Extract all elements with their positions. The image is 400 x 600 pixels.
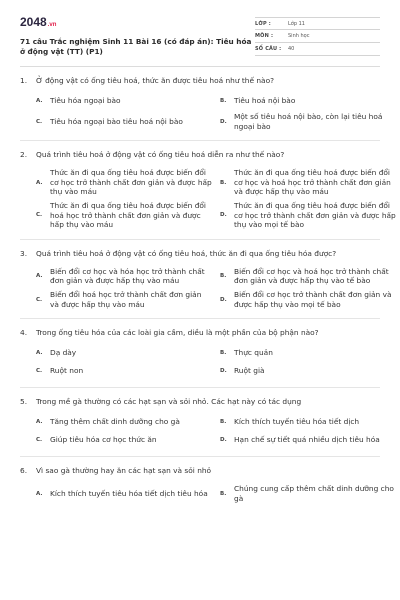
answer-option[interactable] bbox=[36, 265, 212, 288]
answer-letter: A. bbox=[36, 419, 43, 426]
meta-label: LỚP : bbox=[255, 20, 271, 27]
answer-letter: B. bbox=[220, 350, 227, 357]
answer-option[interactable] bbox=[36, 199, 212, 232]
answer-option[interactable] bbox=[36, 362, 212, 380]
question-list bbox=[20, 67, 396, 512]
answer-text: Giúp tiêu hóa cơ học thức ăn bbox=[50, 435, 157, 445]
question-text-row bbox=[20, 328, 380, 338]
meta-value: Lớp 11 bbox=[288, 20, 305, 27]
answer-option[interactable] bbox=[220, 265, 400, 288]
answer-text: Tiêu hoá nội bào bbox=[234, 96, 296, 106]
question-item bbox=[20, 67, 383, 140]
meta-row-count bbox=[255, 43, 380, 56]
question-text: Ở động vật có ống tiêu hoá, thức ăn được tiêu hoá như thế nào? bbox=[36, 76, 275, 85]
answer-text: Thức ăn đi qua ống tiêu hoá được biến đổi cơ học và hoá học trở thành chất đơn giản và được hấp thụ vào máu bbox=[234, 168, 391, 197]
meta-row-subject bbox=[255, 30, 380, 43]
answer-option[interactable] bbox=[220, 199, 400, 232]
question-text-row bbox=[20, 249, 380, 259]
answer-text: Ruột già bbox=[234, 366, 265, 376]
meta-row-class bbox=[255, 17, 380, 30]
page-title: 71 câu Trắc nghiệm Sinh 11 Bài 16 (có đáp án): Tiêu hóa ở động vật (TT) (P1) bbox=[20, 37, 252, 56]
logo-suffix: .vn bbox=[47, 22, 57, 28]
answer-text: Hạn chế sự tiết quá nhiều dịch tiêu hóa bbox=[234, 435, 380, 445]
answer-text: Biến đổi cơ học trở thành chất đơn giản và được hấp thụ vào mọi tế bào bbox=[234, 289, 392, 309]
answer-letter: A. bbox=[36, 273, 43, 280]
answer-options bbox=[20, 338, 380, 387]
answer-text: Biến đổi cơ học và hóa học trở thành chất đơn giản và được hấp thụ vào máu bbox=[50, 266, 205, 286]
meta-value: 40 bbox=[288, 46, 295, 52]
question-number: 2. bbox=[20, 150, 28, 160]
answer-letter: B. bbox=[220, 98, 227, 104]
question-text: Quá trình tiêu hoá ở động vật có ống tiêu hoá diễn ra như thế nào? bbox=[36, 150, 285, 160]
page-header bbox=[20, 0, 380, 66]
question-text: Quá trình tiêu hoá ở động vật có ống tiêu hoá, thức ăn đi qua ống tiêu hóa được? bbox=[36, 248, 337, 258]
answer-option[interactable] bbox=[220, 92, 400, 110]
question-text: Vì sao gà thường hay ăn các hạt sạn và sỏi nhỏ bbox=[36, 466, 212, 476]
answer-text: Thức ăn đi qua ống tiêu hoá được biến đổi cơ học trở thành chất đơn giản và được hấp thụ vào mọi tế bào bbox=[234, 200, 396, 230]
answer-options bbox=[20, 259, 392, 318]
answer-letter: C. bbox=[36, 118, 43, 125]
answer-letter: C. bbox=[36, 437, 43, 444]
answer-option[interactable] bbox=[36, 482, 212, 505]
question-item bbox=[20, 140, 396, 239]
question-number: 6. bbox=[20, 466, 28, 476]
answer-option[interactable] bbox=[36, 431, 212, 449]
answer-option[interactable] bbox=[220, 288, 400, 311]
answer-option[interactable] bbox=[220, 431, 400, 449]
answer-text: Tiêu hóa ngoại bào tiêu hoá nội bào bbox=[50, 116, 183, 126]
answer-letter: B. bbox=[220, 419, 227, 426]
answer-text: Tăng thêm chất dinh dưỡng cho gà bbox=[50, 417, 180, 427]
question-item bbox=[20, 387, 380, 456]
answer-text: Tiêu hóa ngoại bào bbox=[50, 96, 121, 106]
question-text: Trong mề gà thường có các hạt sạn và sỏi nhỏ. Các hạt này có tác dụng bbox=[36, 397, 302, 407]
answer-text: Biến đổi hoá học trở thành chất đơn giản và được hấp thụ vào máu bbox=[50, 289, 202, 309]
answer-text: Kích thích tuyến tiêu hóa tiết dịch tiêu hóa bbox=[50, 488, 208, 498]
answer-letter: B. bbox=[220, 179, 227, 186]
answer-text: Kích thích tuyến tiêu hóa tiết dịch bbox=[234, 417, 360, 427]
answer-letter: C. bbox=[36, 296, 43, 303]
answer-options bbox=[20, 476, 394, 512]
question-text-row bbox=[20, 397, 380, 407]
answer-letter: B. bbox=[220, 273, 227, 280]
question-text-row bbox=[20, 76, 380, 86]
answer-letter: A. bbox=[36, 179, 43, 186]
question-item bbox=[20, 318, 380, 387]
question-text-row bbox=[20, 150, 380, 160]
meta-table bbox=[255, 15, 380, 66]
answer-option[interactable] bbox=[36, 92, 212, 110]
question-text-row bbox=[20, 466, 380, 476]
answer-letter: D. bbox=[220, 118, 227, 125]
answer-text: Dạ dày bbox=[50, 348, 77, 358]
answer-text: Thức ăn đi qua ống tiêu hoá được biến đổi cơ học trở thành chất đơn giản và được hấp thụ vào máu bbox=[50, 168, 212, 197]
answer-option[interactable] bbox=[220, 344, 400, 362]
answer-letter: A. bbox=[36, 98, 43, 104]
answer-text: Thức ăn đi qua ống tiêu hoá được biến đổi hoá học trở thành chất đơn giản và được hấp thụ vào máu bbox=[50, 200, 206, 230]
answer-option[interactable] bbox=[220, 482, 400, 505]
question-number: 3. bbox=[20, 248, 28, 258]
answer-option[interactable] bbox=[36, 413, 212, 431]
answer-text: Biến đổi cơ học và hoá học trở thành chất đơn giản và được hấp thụ vào tế bào bbox=[234, 266, 389, 286]
meta-label: MÔN : bbox=[255, 33, 274, 39]
answer-letter: A. bbox=[36, 490, 43, 497]
logo-text: 2048 bbox=[20, 15, 47, 29]
answer-letter: C. bbox=[36, 368, 43, 375]
question-text: Trong ống tiêu hóa của các loài gia cầm, diều là một phần của bộ phận nào? bbox=[36, 328, 319, 338]
answer-option[interactable] bbox=[220, 166, 400, 199]
meta-label: SỐ CÂU : bbox=[255, 46, 282, 52]
site-logo[interactable] bbox=[20, 15, 255, 32]
answer-letter: D. bbox=[220, 296, 227, 303]
answer-option[interactable] bbox=[220, 413, 400, 431]
question-item bbox=[20, 239, 392, 318]
answer-text: Một số tiêu hoá nội bào, còn lại tiêu hoá ngoại bào bbox=[234, 112, 383, 131]
answer-option[interactable] bbox=[220, 110, 400, 133]
answer-letter: D. bbox=[220, 437, 227, 444]
question-number: 1. bbox=[20, 76, 28, 85]
answer-letter: B. bbox=[220, 490, 227, 497]
answer-letter: D. bbox=[220, 368, 227, 375]
answer-letter: A. bbox=[36, 350, 43, 357]
answer-text: Thực quản bbox=[234, 348, 273, 358]
header-left bbox=[20, 15, 255, 66]
question-number: 5. bbox=[20, 397, 28, 407]
question-item bbox=[20, 456, 394, 512]
answer-option[interactable] bbox=[220, 362, 400, 380]
answer-options bbox=[20, 407, 380, 456]
answer-options bbox=[20, 160, 396, 239]
answer-option[interactable] bbox=[36, 110, 212, 133]
question-number: 4. bbox=[20, 328, 28, 338]
answer-letter: D. bbox=[220, 212, 227, 219]
answer-text: Chúng cung cấp thêm chất dinh dưỡng cho gà bbox=[234, 484, 394, 503]
answer-option[interactable] bbox=[36, 166, 212, 199]
answer-option[interactable] bbox=[36, 288, 212, 311]
answer-options bbox=[20, 86, 383, 140]
meta-value: Sinh học bbox=[288, 33, 310, 39]
answer-text: Ruột non bbox=[50, 366, 84, 376]
answer-letter: C. bbox=[36, 212, 43, 219]
answer-option[interactable] bbox=[36, 344, 212, 362]
